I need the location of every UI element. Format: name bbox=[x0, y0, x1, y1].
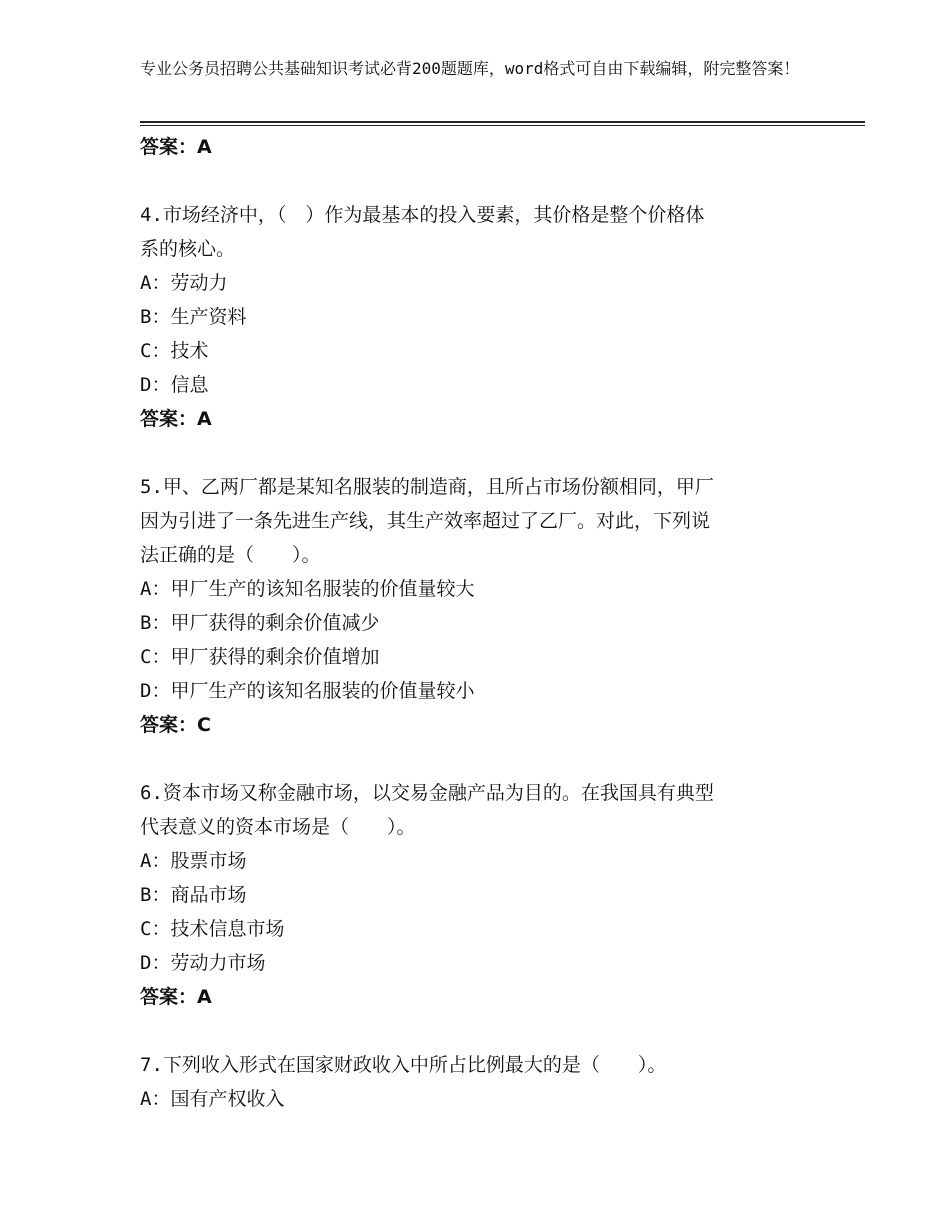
answer-line: 答案：A bbox=[140, 136, 212, 158]
question-text: 6.资本市场又称金融市场，以交易金融产品为目的。在我国具有典型 bbox=[140, 782, 714, 804]
answer-line: 答案：C bbox=[140, 714, 211, 736]
option-d: D：信息 bbox=[140, 374, 209, 396]
option-b: B：生产资料 bbox=[140, 306, 247, 328]
answer-line: 答案：A bbox=[140, 986, 212, 1008]
question-text: 法正确的是（ ）。 bbox=[140, 544, 321, 566]
header-rule-thin bbox=[140, 125, 865, 126]
question-6 bbox=[140, 776, 810, 1014]
option-c: C：技术信息市场 bbox=[140, 918, 285, 940]
question-text: 系的核心。 bbox=[140, 238, 236, 260]
question-text: 7.下列收入形式在国家财政收入中所占比例最大的是（ ）。 bbox=[140, 1054, 667, 1076]
document-header bbox=[140, 58, 820, 80]
question-7 bbox=[140, 1048, 810, 1116]
question-text: 代表意义的资本市场是（ ）。 bbox=[140, 816, 416, 838]
question-text: 5.甲、乙两厂都是某知名服装的制造商，且所占市场份额相同，甲厂 bbox=[140, 476, 714, 498]
question-text: 4.市场经济中，（ ）作为最基本的投入要素，其价格是整个价格体 bbox=[140, 204, 705, 226]
option-b: B：商品市场 bbox=[140, 884, 247, 906]
option-d: D：甲厂生产的该知名服装的价值量较小 bbox=[140, 680, 475, 702]
option-a: A：国有产权收入 bbox=[140, 1088, 285, 1110]
header-title: 专业公务员招聘公共基础知识考试必背200题题库，word格式可自由下载编辑，附完整答案！ bbox=[140, 59, 800, 78]
option-b: B：甲厂获得的剩余价值减少 bbox=[140, 612, 380, 634]
option-c: C：甲厂获得的剩余价值增加 bbox=[140, 646, 380, 668]
option-a: A：甲厂生产的该知名服装的价值量较大 bbox=[140, 578, 475, 600]
document-body bbox=[140, 130, 810, 1116]
option-d: D：劳动力市场 bbox=[140, 952, 266, 974]
question-5 bbox=[140, 470, 810, 742]
question-4 bbox=[140, 198, 810, 436]
option-a: A：劳动力 bbox=[140, 272, 228, 294]
option-c: C：技术 bbox=[140, 340, 209, 362]
question-text: 因为引进了一条先进生产线，其生产效率超过了乙厂。对此，下列说 bbox=[140, 510, 711, 532]
answer-line: 答案：A bbox=[140, 408, 212, 430]
option-a: A：股票市场 bbox=[140, 850, 247, 872]
header-rule-thick bbox=[140, 121, 865, 123]
